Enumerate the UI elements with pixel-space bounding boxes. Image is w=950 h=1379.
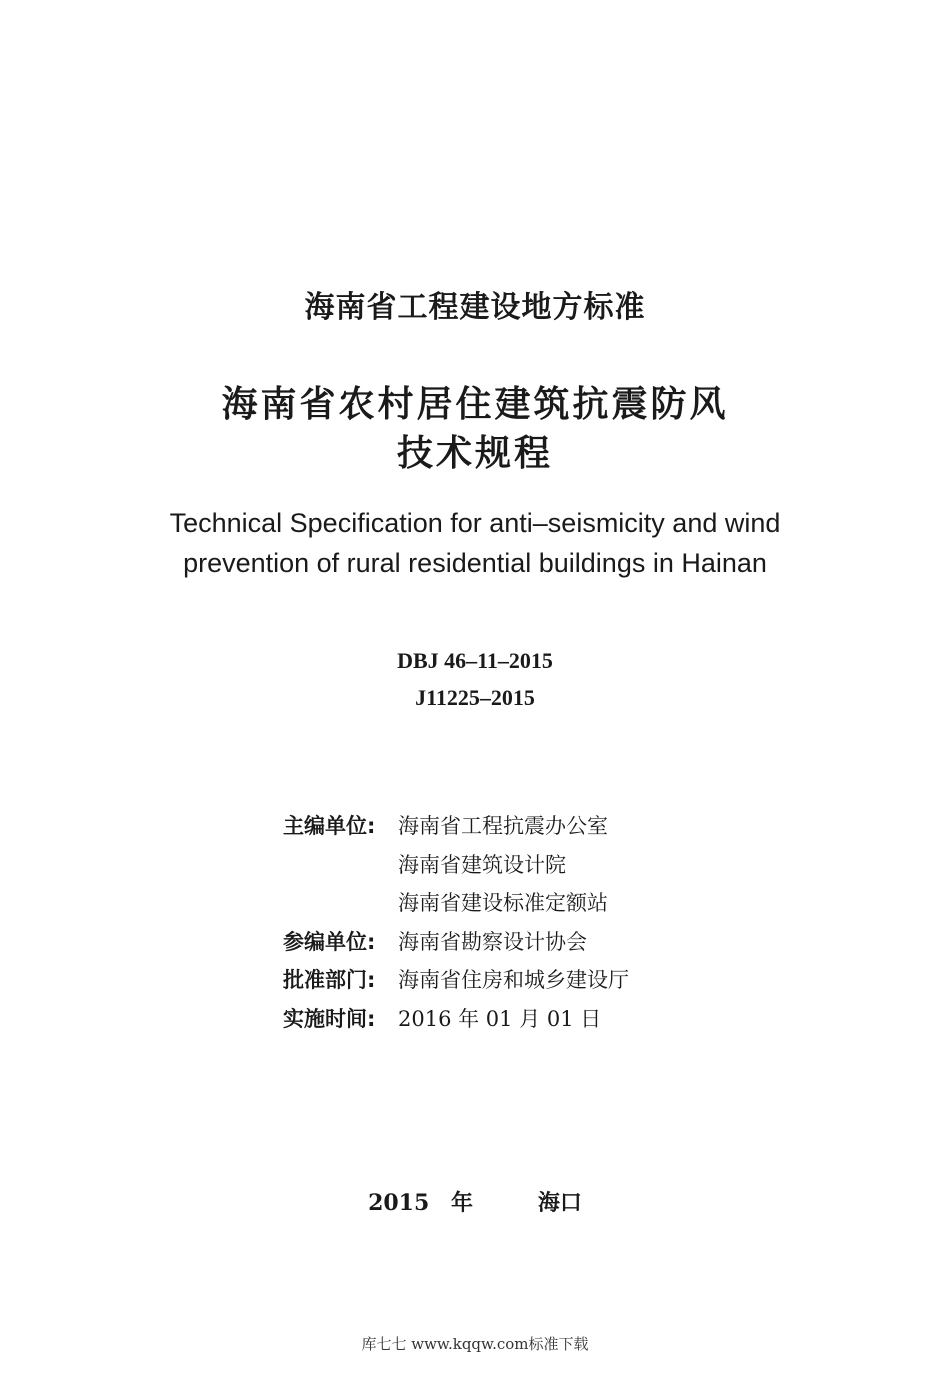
title-en-line1: Technical Specification for anti–seismicity and wind bbox=[169, 508, 781, 538]
title-cn-line2: 技术规程 bbox=[396, 433, 553, 474]
record-code: J11225–2015 bbox=[415, 685, 535, 710]
info-label: 实施时间: bbox=[283, 1006, 376, 1031]
info-label: 参编单位: bbox=[283, 929, 376, 954]
title-cn-line1: 海南省农村居住建筑抗震防风 bbox=[221, 384, 729, 425]
info-row bbox=[283, 887, 629, 926]
info-row bbox=[283, 926, 629, 965]
publication-info bbox=[283, 810, 629, 1041]
info-value: 海南省工程抗震办公室 bbox=[398, 814, 608, 838]
info-value: 海南省建设标准定额站 bbox=[398, 891, 608, 915]
info-value: 海南省建筑设计院 bbox=[398, 852, 566, 877]
watermark-text: 库七七 www.kqqw.com标准下载 bbox=[361, 1335, 589, 1353]
title-en-line2: prevention of rural residential buildings in Hainan bbox=[183, 548, 767, 578]
info-value: 2016 年 01 月 01 日 bbox=[398, 1006, 602, 1031]
info-value: 海南省住房和城乡建设厅 bbox=[398, 968, 629, 992]
info-row bbox=[283, 1003, 629, 1042]
info-row bbox=[283, 964, 629, 1003]
info-label: 主编单位: bbox=[283, 814, 376, 838]
info-label: 批准部门: bbox=[283, 968, 376, 992]
info-row bbox=[283, 810, 629, 849]
publication-year-place: 2015 年 海口 bbox=[368, 1190, 582, 1216]
info-row bbox=[283, 849, 629, 888]
info-value: 海南省勘察设计协会 bbox=[398, 929, 587, 954]
series-title: 海南省工程建设地方标准 bbox=[304, 290, 646, 325]
standard-code: DBJ 46–11–2015 bbox=[397, 648, 553, 673]
